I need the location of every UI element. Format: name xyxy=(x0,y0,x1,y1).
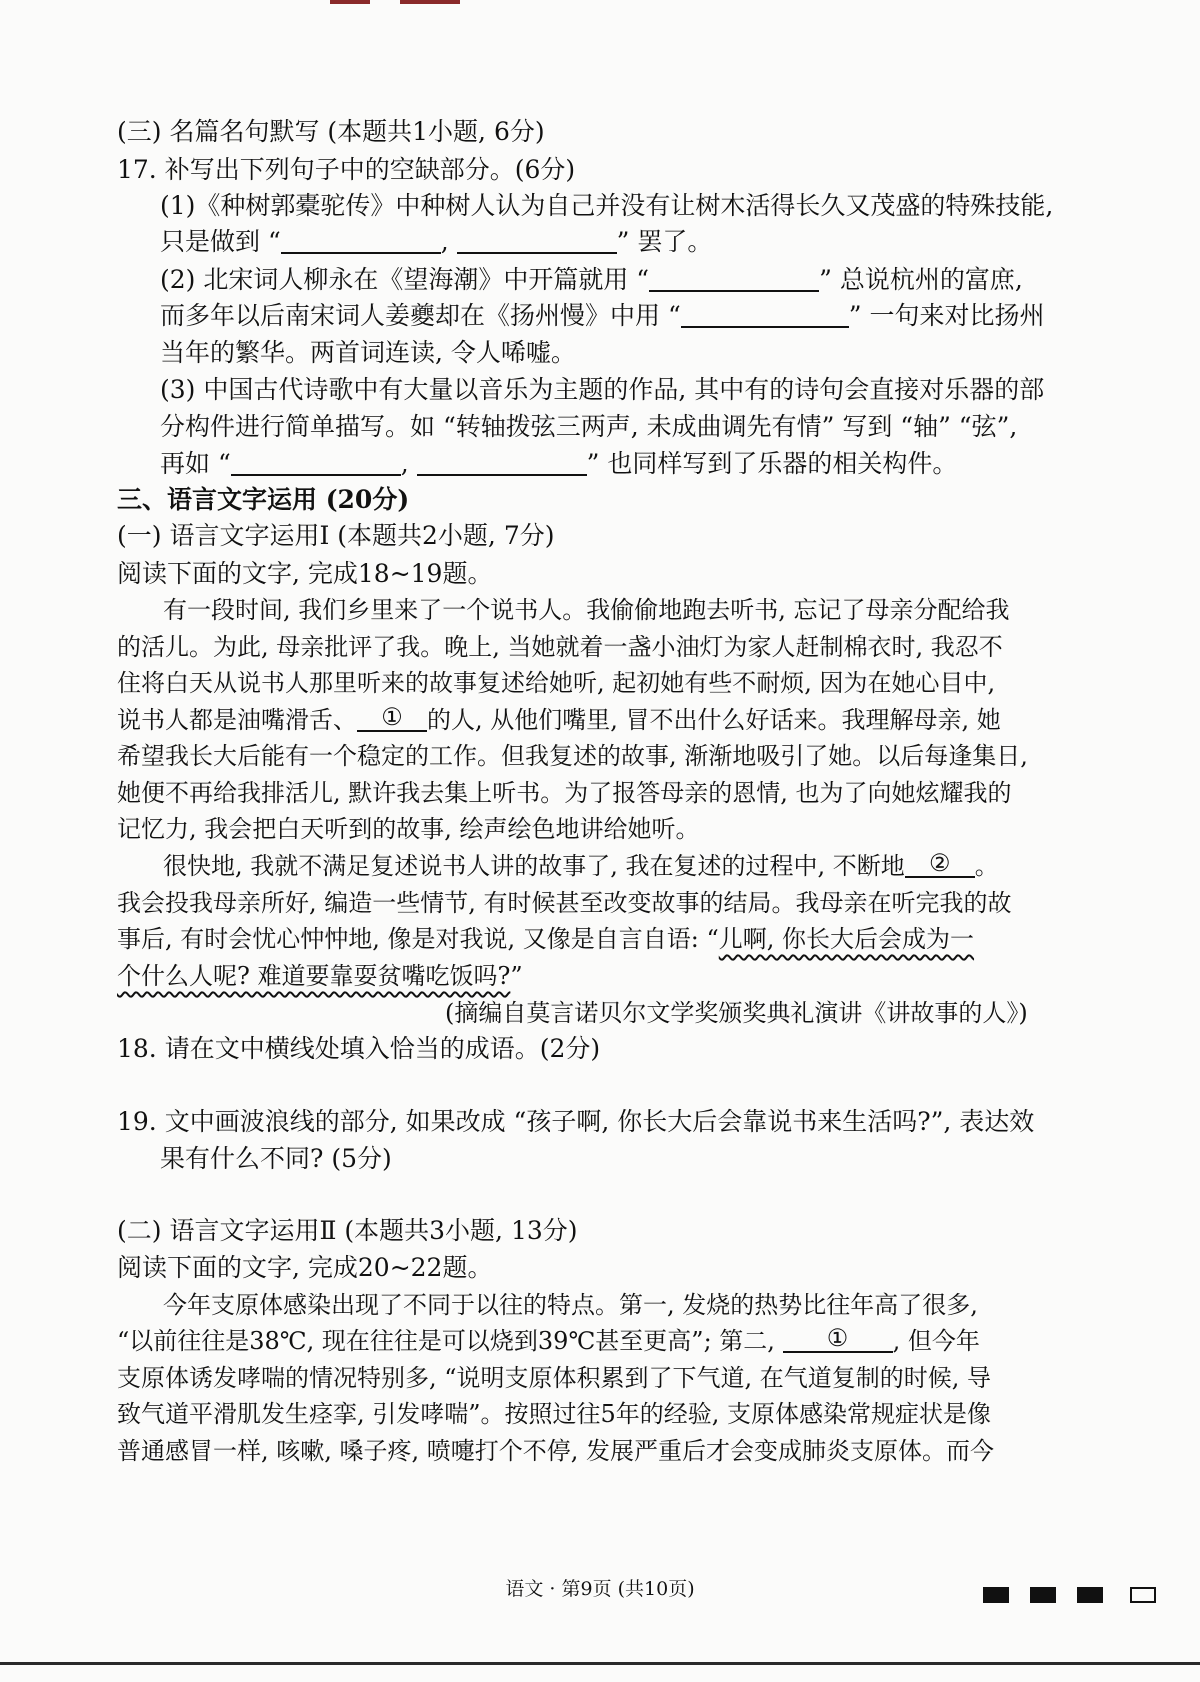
text: 事后, 有时会忧心忡忡地, 像是对我说, 又像是自言自语: “ xyxy=(117,925,719,953)
text: , 但今年 xyxy=(892,1327,980,1355)
text: “以前往往是38℃, 现在往往是可以烧到39℃甚至更高”; 第二, xyxy=(117,1327,775,1355)
answer-blank[interactable] xyxy=(649,264,819,292)
blank-1[interactable] xyxy=(357,704,427,732)
passage1-line: 她便不再给我排活儿, 默许我去集上听书。为了报答母亲的恩情, 也为了向她炫耀我的 xyxy=(117,779,1012,807)
sub2-instruction: 阅读下面的文字, 完成20~22题。 xyxy=(117,1253,493,1282)
sub2-title: (二) 语言文字运用Ⅱ (本题共3小题, 13分) xyxy=(117,1216,578,1245)
passage1-line: 住将白天从说书人那里听来的故事复述给她听, 起初她有些不耐烦, 因为在她心目中, xyxy=(117,669,996,697)
page-marker-square-empty xyxy=(1130,1587,1156,1603)
question-17-part3-line1: (3) 中国古代诗歌中有大量以音乐为主题的作品, 其中有的诗句会直接对乐器的部 xyxy=(160,375,1045,404)
text: ” 总说杭州的富庶, xyxy=(819,265,1023,294)
blank-2[interactable] xyxy=(905,850,975,878)
page-marker-square xyxy=(983,1587,1009,1603)
question-18: 18. 请在文中横线处填入恰当的成语。(2分) xyxy=(117,1034,601,1063)
passage1-line xyxy=(117,921,974,957)
passage2-line: 普通感冒一样, 咳嗽, 嗓子疼, 喷嚏打个不停, 发展严重后才会变成肺炎支原体。而今 xyxy=(117,1437,995,1465)
wavy-underlined-text: 个什么人呢? 难道要靠耍贫嘴吃饭吗? xyxy=(117,962,511,990)
question-19-line2: 果有什么不同? (5分) xyxy=(160,1144,392,1173)
bottom-edge-line xyxy=(0,1662,1200,1665)
text: ” xyxy=(510,962,523,990)
passage1-line xyxy=(117,702,1001,738)
passage2-line xyxy=(117,1323,980,1359)
text: ” 罢了。 xyxy=(616,227,713,256)
text: (2) 北宋词人柳永在《望海潮》中开篇就用 “ xyxy=(160,265,650,294)
page-marker-square xyxy=(1030,1587,1056,1603)
question-17-part3-line2: 分构件进行简单描写。如 “转轴拨弦三两声, 未成曲调先有情” 写到 “轴” “弦”, xyxy=(160,412,1018,441)
question-17-part1-line2 xyxy=(160,224,712,260)
passage1-line xyxy=(163,848,999,884)
passage1-line: 的活儿。为此, 母亲批评了我。晚上, 当她就着一盏小油灯为家人赶制棉衣时, 我忍不 xyxy=(117,633,1003,661)
passage1-line: 我会投我母亲所好, 编造一些情节, 有时候甚至改变故事的结局。我母亲在听完我的故 xyxy=(117,889,1012,917)
text: , xyxy=(400,449,409,478)
text: 只是做到 “ xyxy=(160,227,281,256)
passage1-source: (摘编自莫言诺贝尔文学奖颁奖典礼演讲《讲故事的人》) xyxy=(445,999,1028,1027)
text: ” 一句来对比扬州 xyxy=(848,301,1045,330)
top-edge-mark xyxy=(400,0,460,4)
question-17-part2-line2 xyxy=(160,298,1044,334)
wavy-underlined-text: 儿啊, 你长大后会成为一 xyxy=(718,925,975,953)
text: 。 xyxy=(974,852,999,880)
answer-blank[interactable] xyxy=(417,448,587,476)
text: 再如 “ xyxy=(160,449,231,478)
section-c-title: (三) 名篇名句默写 (本题共1小题, 6分) xyxy=(117,117,545,146)
question-17-part3-line3 xyxy=(160,446,957,482)
top-edge-mark xyxy=(330,0,370,4)
sub1-instruction: 阅读下面的文字, 完成18~19题。 xyxy=(117,559,493,588)
question-17-part1-line1: (1)《种树郭橐驼传》中种树人认为自己并没有让树木活得长久又茂盛的特殊技能, xyxy=(160,191,1054,220)
passage1-line xyxy=(117,958,523,994)
page-footer: 语文 · 第9页 (共10页) xyxy=(505,1578,695,1600)
sub1-title: (一) 语言文字运用Ⅰ (本题共2小题, 7分) xyxy=(117,521,555,550)
question-17-part2-line1 xyxy=(160,262,1023,298)
blank-marker: ② xyxy=(929,849,951,877)
passage2-line: 致气道平滑肌发生痉挛, 引发哮喘”。按照过往5年的经验, 支原体感染常规症状是像 xyxy=(117,1400,992,1428)
question-17-stem: 17. 补写出下列句子中的空缺部分。(6分) xyxy=(117,155,576,184)
part3-title: 三、语言文字运用 (20分) xyxy=(117,485,410,514)
question-17-part2-line3: 当年的繁华。两首词连读, 令人唏嘘。 xyxy=(160,338,576,367)
passage1-line: 希望我长大后能有一个稳定的工作。但我复述的故事, 渐渐地吸引了她。以后每逢集日, xyxy=(117,742,1028,770)
passage2-line: 支原体诱发哮喘的情况特别多, “说明支原体积累到了下气道, 在气道复制的时候, 导 xyxy=(117,1364,992,1392)
text: ” 也同样写到了乐器的相关构件。 xyxy=(586,449,958,478)
page-marker-square xyxy=(1077,1587,1103,1603)
question-19-line1: 19. 文中画波浪线的部分, 如果改成 “孩子啊, 你长大后会靠说书来生活吗?”, 表达效 xyxy=(117,1107,1035,1136)
passage1-line: 记忆力, 我会把白天听到的故事, 绘声绘色地讲给她听。 xyxy=(117,815,700,843)
answer-blank[interactable] xyxy=(281,226,441,254)
text: 的人, 从他们嘴里, 冒不出什么好话来。我理解母亲, 她 xyxy=(427,706,1001,734)
blank-1[interactable] xyxy=(783,1325,893,1353)
blank-marker: ① xyxy=(381,703,403,731)
text: 很快地, 我就不满足复述说书人讲的故事了, 我在复述的过程中, 不断地 xyxy=(163,852,905,880)
passage1-line: 有一段时间, 我们乡里来了一个说书人。我偷偷地跑去听书, 忘记了母亲分配给我 xyxy=(163,596,1010,624)
text: , xyxy=(440,227,449,256)
text: 而多年以后南宋词人姜夔却在《扬州慢》中用 “ xyxy=(160,301,681,330)
answer-blank[interactable] xyxy=(231,448,401,476)
answer-blank[interactable] xyxy=(681,300,849,328)
text: 说书人都是油嘴滑舌、 xyxy=(117,706,357,734)
blank-marker: ① xyxy=(826,1324,849,1352)
passage2-line: 今年支原体感染出现了不同于以往的特点。第一, 发烧的热势比往年高了很多, xyxy=(163,1291,978,1319)
answer-blank[interactable] xyxy=(457,226,617,254)
